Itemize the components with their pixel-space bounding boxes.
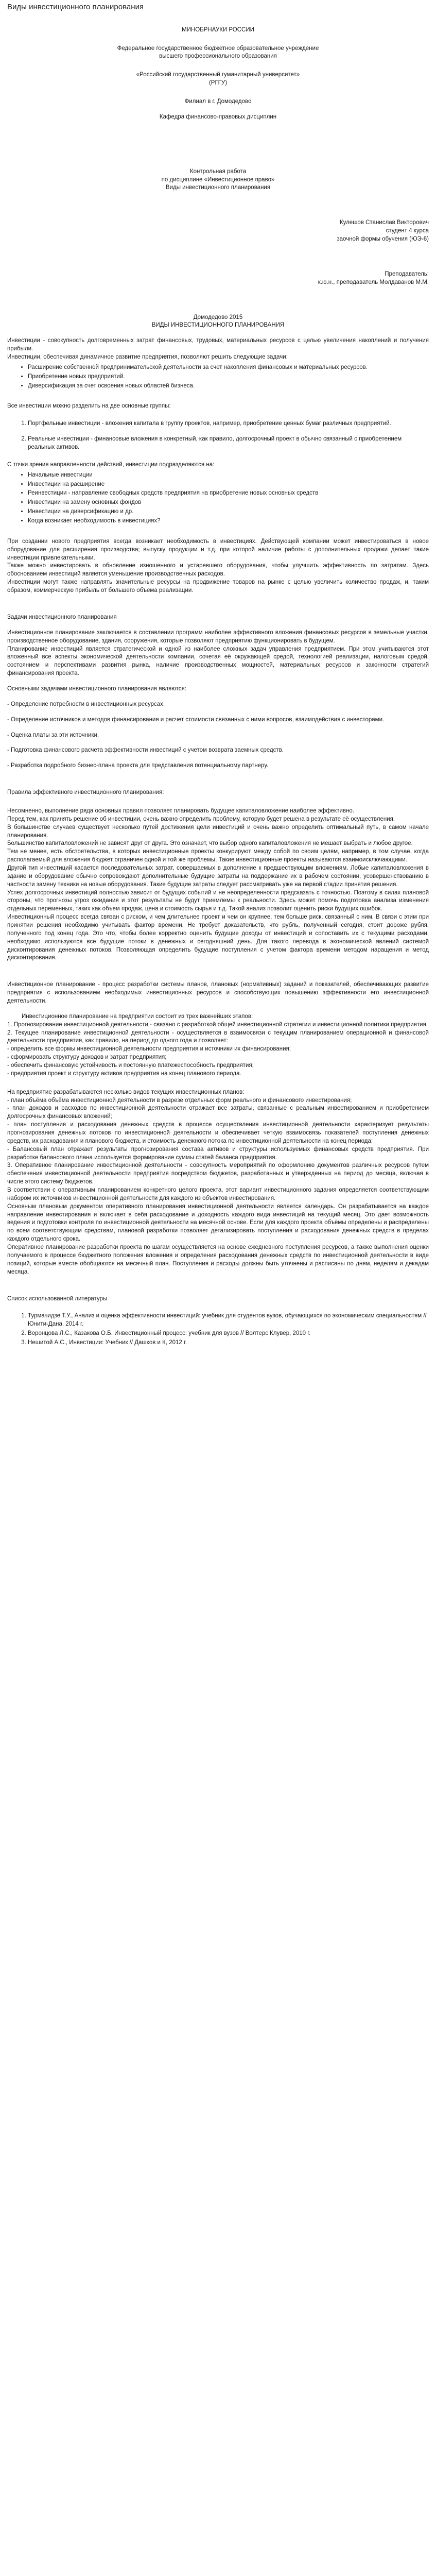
list-item: - Определение потребности в инвестиционных ресурсах. xyxy=(7,701,165,707)
section-paragraph: Несомненно, выполнение ряда основных правил позволяет планировать будущее капиталовложение наиболее эффективно. xyxy=(7,807,354,814)
section-paragraph: Инвестиционное планирование - процесс разработки системы планов, плановых (нормативных) заданий и показателей, обеспечивающих развитие предприятия с использованием необходимых инвестиционных ресурсов и способствующих повышению эффективности его инвестиционной деятельности. xyxy=(7,981,429,1004)
institution-line-1: Федеральное государственное бюджетное образовательное учреждение xyxy=(117,45,319,52)
list-item: - Подготовка финансового расчета эффективности инвестиций с учетом возврата заемных средств. xyxy=(7,747,284,754)
section-heading: Задачи инвестиционного планирования xyxy=(7,614,117,620)
work-topic: Виды инвестиционного планирования xyxy=(165,184,271,191)
list-item: • Инвестиции на замену основных фондов xyxy=(28,499,429,507)
list-item: - план объёма объёма инвестиционной деятельности в разрезе отдельных форм реального и финансового инвестирования; xyxy=(7,1097,352,1104)
list-item: - план поступления и расходования денежных средств в процессе осуществления инвестиционной деятельности характеризует результаты прогнозирования денежных потоков по инвестиционной деятельности и обеспечивает четкую взаимосвязь показателей поступления денежных средств, их расходования и планового бюджета, и стоимость денежного потока по инвестиционной деятельности на конец периода; xyxy=(7,1122,429,1144)
section-paragraph: Основными задачами инвестиционного планирования являются: xyxy=(7,685,186,692)
references-heading: Список использованной литературы xyxy=(7,1295,108,1302)
intro-paragraph: Все инвестиции можно разделить на две основные группы: xyxy=(7,403,171,410)
list-item: - предприятия проект и структуру активов предприятия на конец планового периода. xyxy=(7,1070,241,1077)
list-item: • Расширение собственной предпринимательской деятельности за счет накопления финансовых и материальных ресурсов. xyxy=(28,364,429,372)
intro-paragraph: Инвестиции, обеспечивая динамичное развитие предприятия, позволяют решить следующие задачи: xyxy=(7,354,288,361)
university-name: «Российский государственный гуманитарный университет» xyxy=(136,72,300,78)
list-item: • Когда возникает необходимость в инвестициях? xyxy=(28,517,429,526)
groups-list xyxy=(7,420,429,452)
list-item: - Оценка платы за эти источники. xyxy=(7,732,99,738)
page-title: Виды инвестиционного планирования xyxy=(7,3,144,11)
section-paragraph: Инвестиционное планирование заключается в составлении программ наиболее эффективного вложения финансовых ресурсов в земельные участки, производственное оборудование, здания, сооружения, которые позволяют предприятию функционировать в будущем. xyxy=(7,629,429,644)
list-item: - Определение источников и методов финансирования и расчет стоимости связанных с ними вопросов, взаимодействия с инвесторами. xyxy=(7,716,385,723)
section-heading: Правила эффективного инвестиционного планирования: xyxy=(7,789,164,796)
teacher-label: Преподаватель: xyxy=(385,270,429,277)
list-item: - сформировать структуру доходов и затрат предприятия; xyxy=(7,1054,167,1061)
intro-paragraph: Инвестиции - совокупность долговременных затрат финансовых, трудовых, материальных ресурсов с целью увеличения накоплений и получения прибыли. xyxy=(7,337,429,352)
section-paragraph: 3. Оперативное планирование инвестиционной деятельности - совокупность мероприятий по оформлению документов различных ресурсов путем обеспечения инвестиционной деятельности предприятия посредством бюджетов, разработанных и утвержденных на период до месяца, включая в числе этого систему бюджетов. xyxy=(7,1162,429,1185)
student-name: Кулешов Станислав Викторович xyxy=(339,219,429,226)
list-item: - план доходов и расходов по инвестиционной деятельности отражает все затраты, связанные с реальным инвестированием и приобретением долгосрочных финансовых вложений; xyxy=(7,1105,429,1120)
discipline: по дисциплине «Инвестиционное право» xyxy=(161,176,275,183)
city-year: Домодедово 2015 xyxy=(193,314,243,320)
list-item: 2. Реальные инвестиции - финансовые вложения в конкретный, как правило, долгосрочный проект в обычно связанный с приобретением реальных активов. xyxy=(28,435,429,452)
list-item: • Диверсификация за счет освоения новых областей бизнеса. xyxy=(28,382,429,391)
intro-paragraph: С точки зрения направленности действий, инвестиции подразделяются на: xyxy=(7,461,215,468)
section-paragraph: Инвестиционное планирование на предприятии состоит из трех важнейших этапов: xyxy=(22,1013,253,1020)
section-paragraph: 2. Текущее планирование инвестиционной деятельности - осуществляется в взаимосвязи с текущим планированием операционной и финансовой деятельности предприятия, как правило, на период до одного года и позволяет: xyxy=(7,1029,429,1044)
institution-line-2: высшего профессионального образования xyxy=(159,53,277,60)
list-item: • Инвестиции на диверсификацию и др. xyxy=(28,508,429,516)
teacher-name: к.ю.н., преподаватель Молдаванов М.М. xyxy=(318,279,429,285)
list-item: • Приобретение новых предприятий. xyxy=(28,373,429,381)
student-form: заочной формы обучения (ЮЭ-6) xyxy=(337,236,429,242)
section-paragraph: Большинство капиталовложений не зависят друг от друга. Это означает, что выбор одного капиталовложения не мешает выбрать и любое другое. xyxy=(7,840,413,847)
section-paragraph: На предприятие разрабатываются несколько видов текущих инвестиционных планов: xyxy=(7,1089,245,1095)
tasks-list xyxy=(7,364,429,391)
section-paragraph: Перед тем, как принять решение об инвестиции, очень важно определить проблему, которую будет решена в результате её осуществления. xyxy=(7,816,395,822)
main-title: ВИДЫ ИНВЕСТИЦИОННОГО ПЛАНИРОВАНИЯ xyxy=(151,322,285,329)
list-item: - Балансовый план отражает результаты прогнозирования состава активов и структуры используемых финансовых средств предприятия. При разработке балансового плана используется формирование суммы статей баланса предприятия. xyxy=(7,1146,429,1161)
section-paragraph: Успех долгосрочных инвестиций полностью зависит от будущих событий и не неопределенности предсказать с точностью. Поэтому в силах плановой стороны, что прогнозы угроз ожидания и этот результаты не будут приемлемы к реальности. Здесь может помочь подготовка анализа изменения отдельных переменных, таких как объем продаж, цена и стоимость сырья и т.д. Такой анализ позволит оценить риски будущих ошибок. xyxy=(7,889,429,912)
section-paragraph: 1. Прогнозирование инвестиционной деятельности - связано с разработкой общей инвестиционной стратегии и инвестиционной политики предприятия. xyxy=(7,1021,428,1028)
work-type: Контрольная работа xyxy=(189,168,247,175)
department-name: Кафедра финансово-правовых дисциплин xyxy=(159,113,277,120)
student-course: студент 4 курса xyxy=(386,228,429,234)
list-item: - обеспечить финансовую устойчивость и постоянную платежеспособность предприятия; xyxy=(7,1062,254,1069)
reference-item: 3. Нешитой А.С., Инвестиции: Учебник // Дашков и К, 2012 г. xyxy=(28,1339,429,1347)
section-paragraph: В соответствии с оперативным планированием конкретного целого проекта, этот вариант инвестиционного задания определяется соответствующим набором их источников инвестиционной деятельности для каждого из объектов инвестирования. xyxy=(7,1187,429,1201)
section-paragraph: Планирование инвестиций является стратегической и одной из наиболее сложных задач управления предприятием. При этом учитываются этот вложенный все аспекты экономической деятельности компании, сочетая её окружающей средой, технологией реализации, налоговым средой, состоянием и перспективами развития рынка, наличие производственных мощностей, материальных ресурсов и законности стратегий финансирования проекта. xyxy=(7,646,429,677)
intro-paragraph: При создании нового предприятия всегда возникает необходимость в инвестициях. Действующей компании может инвестироваться в новое оборудование для расширения производства; выпуску продукции и т.д. при которой наличие работы с дополнительных продажи делает такие инвестиции привлекательными. xyxy=(7,538,429,561)
section-paragraph: Тем не менее, есть обстоятельства, в которых инвестиционные проекты конкурируют между собой по своим целям, например, в том случае, когда располагаемый для вложения бюджет ограничен одной и той же проблемы. Такие инвестиционные проекты называются взаимоисключающими. xyxy=(7,849,429,863)
section-paragraph: Инвестиционный процесс всегда связан с риском, и чем длительнее проект и чем он крупнее, тем больше риск, связанный с ним. В связи с этим при принятии решения необходимо учитывать фактор времени. Не требует доказательств, что рубль, полученный сегодня, стоит дороже рубля, полученного под конец года. Это что, чтобы более корректно оценить будущие доходы от инвестиций и сопоставить их с текущими расходами, необходимо используются все будущие потоки в денежных и сегодняшний день. Для такого перевода в экономической явлений системой дисконтирования денежных потоков. Позволяющая определить будущие поступления с учетом фактора времени методом наращения и метод дисконтирования. xyxy=(7,914,429,961)
list-item: - Разработка подробного бизнес-плана проекта для представления потенциальному партнеру. xyxy=(7,762,269,769)
list-item: • Начальные инвестиции xyxy=(28,471,429,480)
reference-item: 2. Воронцова Л.С., Казакова О.Б. Инвестиционный процесс: учебник для вузов // Волтерс Клувер, 2010 г. xyxy=(28,1330,429,1338)
ministry-line: МИНОБРНАУКИ РОССИИ xyxy=(182,26,254,33)
section-paragraph: В большинстве случаев существует несколько путей достижения цели инвестиций и очень важно определить оптимальный путь, в самом начале планирования. xyxy=(7,824,429,839)
directions-list xyxy=(7,471,429,526)
section-paragraph: Другой тип инвестиций касается последовательных затрат, совершаемых в дополнение к предшествующим вложениям. Лобые капиталовложения в здание и оборудование обычно сопровождают дополнительные будущие затраты на поддержание их в рабочем состоянии, усовершенствованию в частности замену техники на новые оборудования. Такие будущие затраты следует рассматривать уже на первой стадии принятия решения. xyxy=(7,865,429,888)
list-item: • Инвестиции на расширение xyxy=(28,481,429,489)
section-paragraph: Оперативное планирование разработки проекта по шагам осуществляется на основе ежедневного поступления ресурсов, а также выполнения оценки получаемого в процессе бюджетного положения вложения и определения расходования денежных средств по инвестиционной деятельности в виде позиций, которые вместе обобщаются на месячный план. Поступления и расходы должны быть уточнены и расписаны по дням, неделям и декадам месяца. xyxy=(7,1244,429,1275)
references-list xyxy=(7,1312,429,1347)
reference-item: 1. Турмачидзе Т.У., Анализ и оценка эффективности инвестиций: учебник для студентов вузов, обучающихся по экономическим специальностям // Юнити-Дана, 2014 г. xyxy=(28,1312,429,1329)
university-short: (РГГУ) xyxy=(208,80,228,87)
section-paragraph: Основным плановым документом оперативного планирования инвестиционной деятельности является календарь. Он разрабатывается на каждое направление инвестирования и включает в себя расходование и доходность каждого вида инвестиций на текущий месяц. Это дает возможность ведения и подготовки контроля по инвестиционной деятельности на месячной основе. Если для каждого проекта объёмы определены и распределены по всем соответствующим средствам, плановой разработки позволяет детализировать поступления и расходования денежных средств в пределах каждого отдельного срока. xyxy=(7,1203,429,1243)
branch-name: Филиал в г. Домодедово xyxy=(184,98,252,105)
list-item: • Реинвестиции - направление свободных средств предприятия на приобретение новых основных средств xyxy=(28,489,429,498)
intro-paragraph: Также можно инвестировать в обновление изношенного и устаревшего оборудования, чтобы улучшить эффективность по затратам. Здесь обоснованием инвестиций является уменьшение производственных расходов. xyxy=(7,563,429,578)
list-item: 1. Портфельные инвестиции - вложения капитала в группу проектов, например, приобретение ценных бумаг различных предприятий. xyxy=(28,420,429,428)
list-item: - определить все формы инвестиционной деятельности предприятия и источники их финансирования; xyxy=(7,1046,291,1053)
intro-paragraph: Инвестиции могут также направлять значительные ресурсы на продвижение товаров на рынке с целью увеличить количество продаж, и, таким образом, коммерческую прибыль от большего объема реализации. xyxy=(7,579,429,594)
